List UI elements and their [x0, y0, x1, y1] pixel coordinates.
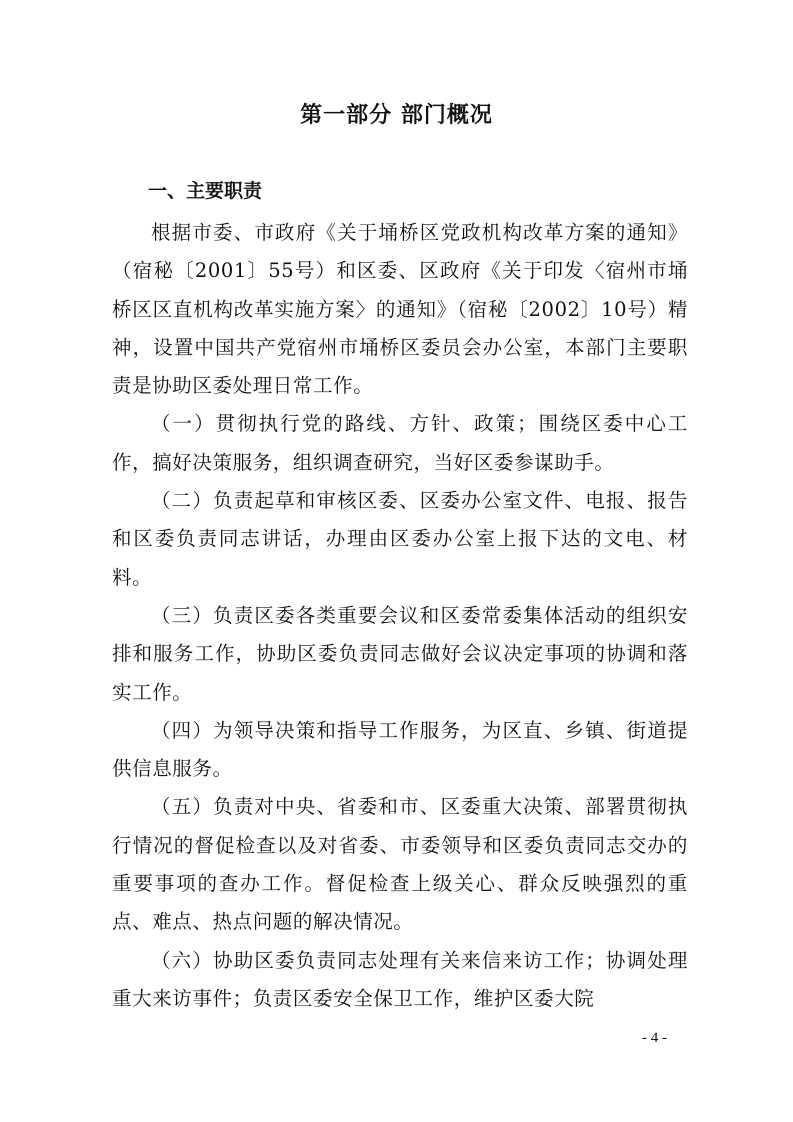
page-title: 第一部分 部门概况 — [300, 103, 493, 128]
paragraph-duty-1: （一）贯彻执行党的路线、方针、政策；围绕区委中心工作，搞好决策服务，组织调查研究，当好区委参谋助手。 — [112, 412, 688, 474]
paragraph-duty-3: （三）负责区委各类重要会议和区委常委集体活动的组织安排和服务工作，协助区委负责同志做好会议决定事项的协调和落实工作。 — [112, 603, 688, 704]
paragraph-intro: 根据市委、市政府《关于埇桥区党政机构改革方案的通知》（宿秘〔2001〕55号）和区委、区政府《关于印发〈宿州市埇桥区区直机构改革实施方案〉的通知》（宿秘〔2002〕10号）精神，设置中国共产党宿州市埇桥区委员会办公室，本部门主要职责是协助区委处理日常工作。 — [112, 221, 688, 398]
page-number: - 4 - — [642, 1030, 667, 1046]
paragraph-duty-6: （六）协助区委负责同志处理有关来信来访工作；协调处理重大来访事件；负责区委安全保卫工作，维护区委大院 — [112, 948, 688, 1010]
body-text — [112, 214, 688, 1018]
paragraph-duty-4: （四）为领导决策和指导工作服务，为区直、乡镇、街道提供信息服务。 — [112, 718, 688, 781]
section-heading: 一、主要职责 — [148, 180, 263, 202]
paragraph-duty-5: （五）负责对中央、省委和市、区委重大决策、部署贯彻执行情况的督促检查以及对省委、市委领导和区委负责同志交办的重要事项的查办工作。督促检查上级关心、群众反映强烈的重点、难点、热点问题的解决情况。 — [112, 795, 688, 934]
paragraph-duty-2: （二）负责起草和审核区委、区委办公室文件、电报、报告和区委负责同志讲话，办理由区委办公室上报下达的文电、材料。 — [112, 489, 688, 589]
